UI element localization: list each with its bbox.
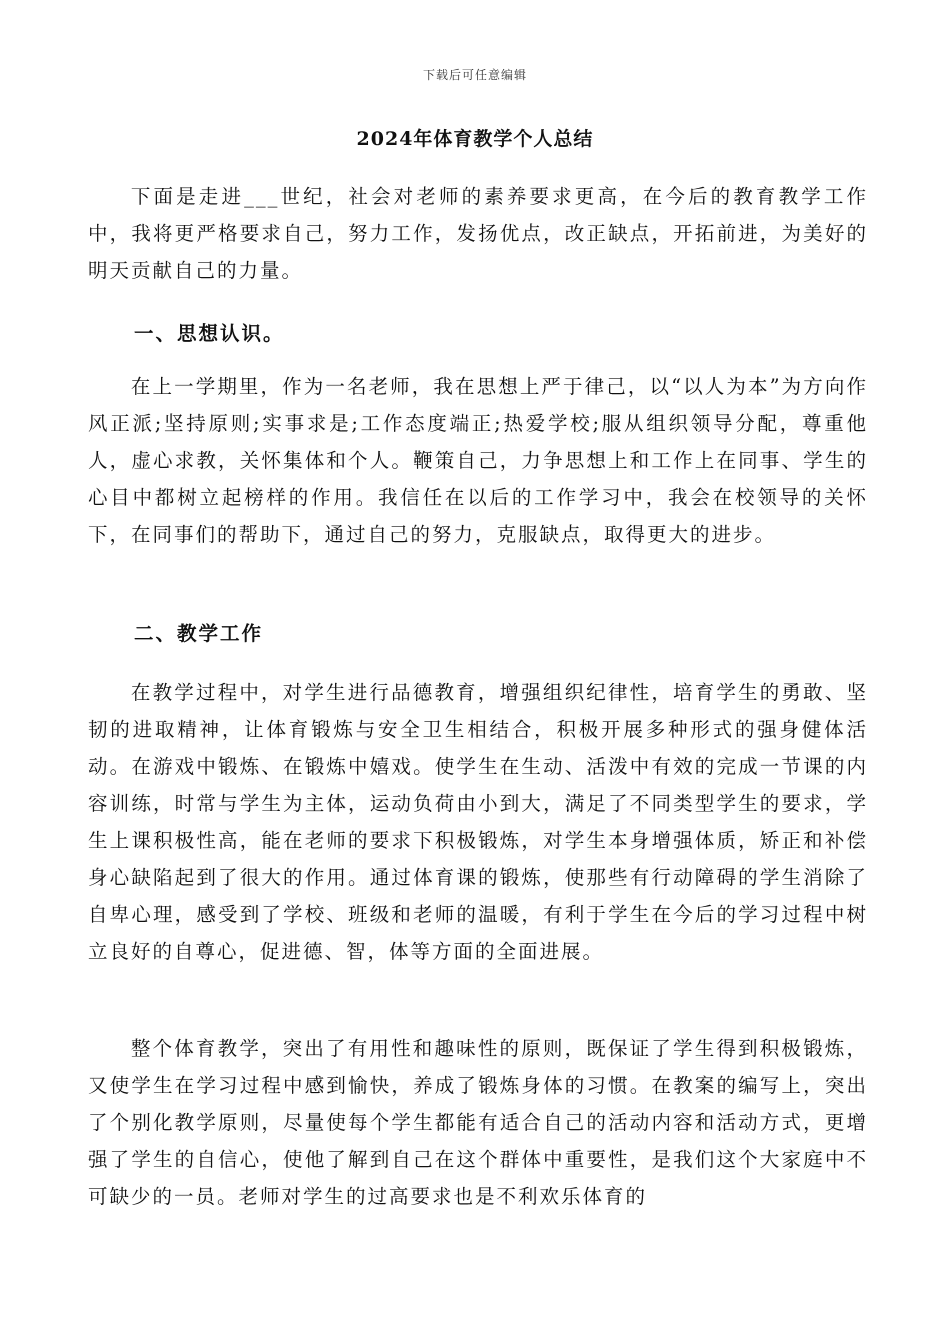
section-heading-thought: 一、思想认识。 [134, 322, 285, 345]
thought-paragraph: 在上一学期里，作为一名老师，我在思想上严于律己，以“以人为本”为方向作风正派;坚持原则;实事求是;工作态度端正;热爱学校;服从组织领导分配，尊重他人，虚心求教，关怀集体和个人。鞭策自己，力争思想上和工作上在同事、学生的心目中都树立起榜样的作用。我信任在以后的工作学习中，我会在校领导的关怀下，在同事们的帮助下，通过自己的努力，克服缺点，取得更大的进步。 [88, 375, 868, 546]
header-note: 下载后可任意编辑 [422, 68, 527, 82]
section-heading-teaching: 二、教学工作 [134, 622, 264, 645]
document-title: 2024年体育教学个人总结 [356, 128, 594, 150]
teaching-paragraph-1: 在教学过程中，对学生进行品德教育，增强组织纪律性，培育学生的勇敢、坚韧的进取精神，让体育锻炼与安全卫生相结合，积极开展多种形式的强身健体活动。在游戏中锻炼、在锻炼中嬉戏。使学生在生动、活泼中有效的完成一节课的内容训练，时常与学生为主体，运动负荷由小到大，满足了不同类型学生的要求，学生上课积极性高，能在老师的要求下积极锻炼，对学生本身增强体质，矫正和补偿身心缺陷起到了很大的作用。通过体育课的锻炼，使那些有行动障碍的学生消除了自卑心理，感受到了学校、班级和老师的温暖，有利于学生在今后的学习过程中树立良好的自尊心，促进德、智，体等方面的全面进展。 [88, 681, 868, 963]
intro-paragraph: 下面是走进___世纪，社会对老师的素养要求更高，在今后的教育教学工作中，我将更严格要求自己，努力工作，发扬优点，改正缺点，开拓前进，为美好的明天贡献自己的力量。 [88, 185, 868, 282]
teaching-paragraph-2: 整个体育教学，突出了有用性和趣味性的原则，既保证了学生得到积极锻炼，又使学生在学习过程中感到愉快，养成了锻炼身体的习惯。在教案的编写上，突出了个别化教学原则，尽量使每个学生都能有适合自己的活动内容和活动方式，更增强了学生的自信心，使他了解到自己在这个群体中重要性，是我们这个大家庭中不可缺少的一员。老师对学生的过高要求也是不利欢乐体育的 [88, 1037, 868, 1208]
